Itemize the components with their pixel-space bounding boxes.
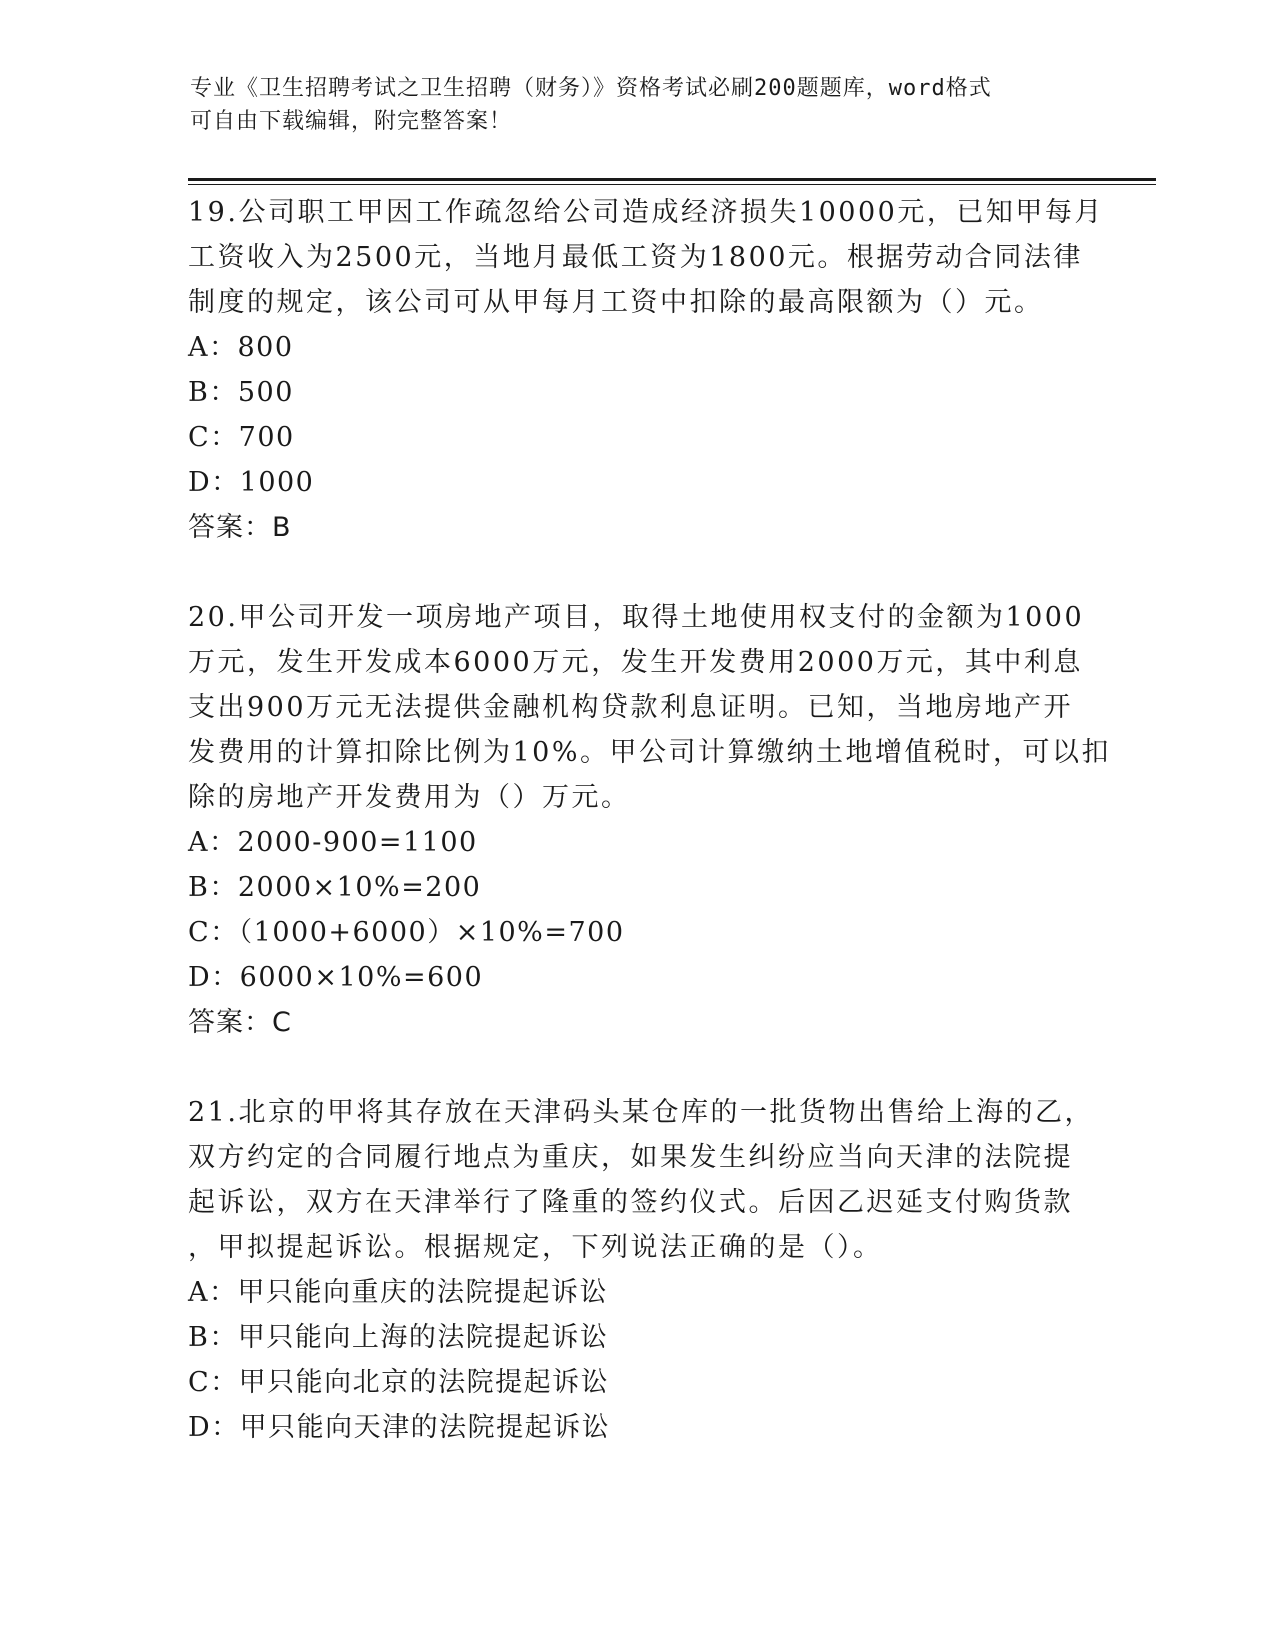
question-block xyxy=(188,1090,1094,1450)
answer-line: 答案：C xyxy=(188,1007,292,1038)
question-text: 支出900万元无法提供金融机构贷款利息证明。已知，当地房地产开 xyxy=(188,692,1074,723)
option-c: C：（1000+6000）×10%=700 xyxy=(188,917,625,948)
question-text: 20.甲公司开发一项房地产项目，取得土地使用权支付的金额为1000 xyxy=(188,602,1085,633)
question-text: 19.公司职工甲因工作疏忽给公司造成经济损失10000元，已知甲每月 xyxy=(188,197,1104,228)
question-text: 除的房地产开发费用为（）万元。 xyxy=(188,782,631,813)
option-a: A：800 xyxy=(188,332,294,363)
header-divider-thin xyxy=(188,184,1156,185)
question-text: 万元，发生开发成本6000万元，发生开发费用2000万元，其中利息 xyxy=(188,647,1083,678)
option-d: D：6000×10%=600 xyxy=(188,962,484,993)
option-a: A：2000-900=1100 xyxy=(188,827,478,858)
question-text: ，甲拟提起诉讼。根据规定，下列说法正确的是（）。 xyxy=(188,1232,883,1263)
question-list xyxy=(188,190,1112,1450)
header-line: 专业《卫生招聘考试之卫生招聘（财务）》资格考试必刷200题题库，word格式 xyxy=(190,76,992,101)
option-b: B：2000×10%=200 xyxy=(188,872,482,903)
answer-line: 答案：B xyxy=(188,512,292,543)
question-text: 工资收入为2500元，当地月最低工资为1800元。根据劳动合同法律 xyxy=(188,242,1083,273)
question-text: 起诉讼，双方在天津举行了隆重的签约仪式。后因乙迟延支付购货款 xyxy=(188,1187,1073,1218)
header-divider xyxy=(188,178,1156,181)
spacer xyxy=(188,1045,1088,1090)
option-c: C：700 xyxy=(188,422,295,453)
option-c: C：甲只能向北京的法院提起诉讼 xyxy=(188,1367,610,1398)
question-block xyxy=(188,190,1104,550)
document-header xyxy=(190,72,1090,138)
option-d: D：1000 xyxy=(188,467,315,498)
option-b: B：500 xyxy=(188,377,294,408)
option-d: D：甲只能向天津的法院提起诉讼 xyxy=(188,1412,611,1443)
question-text: 双方约定的合同履行地点为重庆，如果发生纠纷应当向天津的法院提 xyxy=(188,1142,1073,1173)
spacer xyxy=(188,550,1088,595)
question-text: 发费用的计算扣除比例为10%。甲公司计算缴纳土地增值税时，可以扣 xyxy=(188,737,1112,768)
question-text: 21.北京的甲将其存放在天津码头某仓库的一批货物出售给上海的乙， xyxy=(188,1097,1094,1128)
header-line: 可自由下载编辑，附完整答案！ xyxy=(190,109,513,134)
option-b: B：甲只能向上海的法院提起诉讼 xyxy=(188,1322,609,1353)
question-block xyxy=(188,595,1112,1045)
question-text: 制度的规定，该公司可从甲每月工资中扣除的最高限额为（）元。 xyxy=(188,287,1044,318)
option-a: A：甲只能向重庆的法院提起诉讼 xyxy=(188,1277,608,1308)
